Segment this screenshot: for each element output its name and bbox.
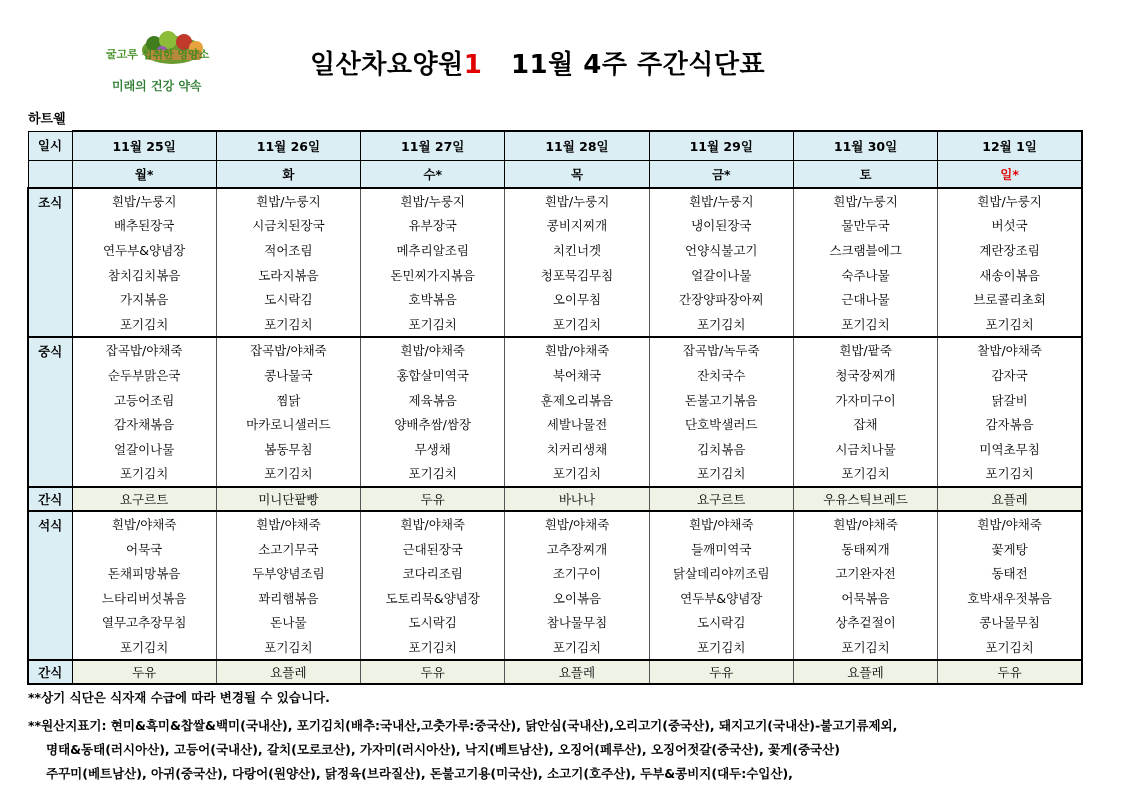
meal-row xyxy=(28,238,1082,263)
menu-item: 포기김치 xyxy=(793,311,937,337)
menu-item: 흰밥/야채죽 xyxy=(938,511,1082,537)
meal-row xyxy=(28,635,1082,661)
date-cell: 12월 1일 xyxy=(938,131,1082,160)
menu-item: 호박볶음 xyxy=(361,287,505,312)
snack-item: 미니단팥빵 xyxy=(216,487,360,511)
menu-item: 포기김치 xyxy=(938,461,1082,487)
menu-item: 흰밥/야채죽 xyxy=(505,511,649,537)
logo-text-2: 미래의 건강 약속 xyxy=(112,79,202,93)
snack-item: 두유 xyxy=(361,487,505,511)
menu-item: 흰밥/야채죽 xyxy=(649,511,793,537)
origin-line-3: 주꾸미(베트남산), 아귀(중국산), 다랑어(원양산), 닭정육(브라질산), 돈불고기용(미국산), 소고기(호주산), 두부&콩비지(대두:수입산), xyxy=(46,766,793,781)
menu-item: 어묵볶음 xyxy=(793,585,937,610)
menu-item: 돈불고기볶음 xyxy=(649,387,793,412)
menu-item: 코다리조림 xyxy=(361,561,505,586)
title-rest: 11월 4주 주간식단표 xyxy=(510,50,766,80)
menu-item: 새송이볶음 xyxy=(938,262,1082,287)
menu-item: 브로콜리초회 xyxy=(938,287,1082,312)
menu-item: 감자채볶음 xyxy=(72,412,216,437)
menu-item: 잡채 xyxy=(793,412,937,437)
menu-item: 흰밥/누룽지 xyxy=(793,188,937,214)
snack-item: 요플레 xyxy=(938,487,1082,511)
snack-item: 바나나 xyxy=(505,487,649,511)
menu-item: 무생채 xyxy=(361,436,505,461)
date-header-row xyxy=(28,131,1082,160)
weekday-cell: 화 xyxy=(216,160,360,188)
menu-item: 포기김치 xyxy=(938,311,1082,337)
meal-row xyxy=(28,188,1082,214)
menu-item: 두부양념조림 xyxy=(216,561,360,586)
menu-item: 흰밥/야채죽 xyxy=(505,337,649,363)
menu-item: 마카로니샐러드 xyxy=(216,412,360,437)
menu-item: 포기김치 xyxy=(216,635,360,661)
menu-item: 미역초무침 xyxy=(938,436,1082,461)
menu-item: 흰밥/누룽지 xyxy=(938,188,1082,214)
menu-item: 닭갈비 xyxy=(938,387,1082,412)
snack-row xyxy=(28,660,1082,684)
snack-item: 두유 xyxy=(72,660,216,684)
meal-row xyxy=(28,311,1082,337)
menu-item: 호박새우젓볶음 xyxy=(938,585,1082,610)
snack-item: 우유스틱브레드 xyxy=(793,487,937,511)
meal-label: 석식 xyxy=(28,511,72,661)
menu-item: 포기김치 xyxy=(361,311,505,337)
menu-item: 얼갈이나물 xyxy=(649,262,793,287)
menu-item: 냉이된장국 xyxy=(649,213,793,238)
menu-item: 동태전 xyxy=(938,561,1082,586)
menu-item: 근대나물 xyxy=(793,287,937,312)
menu-item: 연두부&양념장 xyxy=(649,585,793,610)
header-label: 일시 xyxy=(28,131,72,160)
menu-item: 가지볶음 xyxy=(72,287,216,312)
weekday-label-blank xyxy=(28,160,72,188)
menu-item: 오이볶음 xyxy=(505,585,649,610)
meal-row xyxy=(28,213,1082,238)
menu-item: 세발나물전 xyxy=(505,412,649,437)
menu-item: 포기김치 xyxy=(649,635,793,661)
meal-row xyxy=(28,363,1082,388)
meal-row xyxy=(28,561,1082,586)
menu-item: 제육볶음 xyxy=(361,387,505,412)
menu-item: 열무고추장무침 xyxy=(72,610,216,635)
menu-item: 치커리생채 xyxy=(505,436,649,461)
title-prefix: 일산차요양원 xyxy=(310,50,464,80)
meal-row xyxy=(28,536,1082,561)
menu-item: 포기김치 xyxy=(216,311,360,337)
menu-item: 치킨너겟 xyxy=(505,238,649,263)
snack-item: 두유 xyxy=(649,660,793,684)
menu-item: 흰밥/누룽지 xyxy=(505,188,649,214)
menu-item: 돈채피망볶음 xyxy=(72,561,216,586)
menu-item: 포기김치 xyxy=(649,461,793,487)
menu-item: 유부장국 xyxy=(361,213,505,238)
menu-item: 흰밥/누룽지 xyxy=(216,188,360,214)
menu-item: 포기김치 xyxy=(72,461,216,487)
date-cell: 11월 27일 xyxy=(361,131,505,160)
menu-item: 꽈리햄볶음 xyxy=(216,585,360,610)
menu-item: 도시락김 xyxy=(216,287,360,312)
origin-line-1: **원산지표기: 현미&흑미&찹쌀&백미(국내산), 포기김치(배추:국내산,고춧가루:중국산), 닭안심(국내산),오리고기(중국산), 돼지고기(국내산)-불고기류제외, xyxy=(28,718,898,733)
menu-item: 스크램블에그 xyxy=(793,238,937,263)
menu-item: 잡곡밥/녹두죽 xyxy=(649,337,793,363)
menu-item: 순두부맑은국 xyxy=(72,363,216,388)
menu-item: 오이무침 xyxy=(505,287,649,312)
menu-item: 언양식불고기 xyxy=(649,238,793,263)
meal-row xyxy=(28,585,1082,610)
menu-item: 고추장찌개 xyxy=(505,536,649,561)
title-number: 1 xyxy=(463,50,483,80)
meal-row xyxy=(28,412,1082,437)
meal-row xyxy=(28,287,1082,312)
menu-item: 배추된장국 xyxy=(72,213,216,238)
menu-item: 간장양파장아찌 xyxy=(649,287,793,312)
menu-item: 소고기무국 xyxy=(216,536,360,561)
meal-row xyxy=(28,610,1082,635)
menu-item: 포기김치 xyxy=(361,635,505,661)
date-cell: 11월 28일 xyxy=(505,131,649,160)
weekday-header-row xyxy=(28,160,1082,188)
menu-item: 닭살데리야끼조림 xyxy=(649,561,793,586)
menu-item: 콩나물국 xyxy=(216,363,360,388)
snack-item: 요플레 xyxy=(505,660,649,684)
menu-item: 흰밥/야채죽 xyxy=(361,511,505,537)
menu-item: 조기구이 xyxy=(505,561,649,586)
menu-item: 버섯국 xyxy=(938,213,1082,238)
snack-item: 요구르트 xyxy=(72,487,216,511)
menu-item: 흰밥/팥죽 xyxy=(793,337,937,363)
date-cell: 11월 30일 xyxy=(793,131,937,160)
menu-item: 흰밥/누룽지 xyxy=(649,188,793,214)
menu-item: 도시락김 xyxy=(649,610,793,635)
menu-item: 흰밥/야채죽 xyxy=(793,511,937,537)
menu-item: 포기김치 xyxy=(793,635,937,661)
menu-item: 계란장조림 xyxy=(938,238,1082,263)
menu-item: 도라지볶음 xyxy=(216,262,360,287)
menu-item: 메추리알조림 xyxy=(361,238,505,263)
menu-item: 돈나물 xyxy=(216,610,360,635)
menu-item: 포기김치 xyxy=(505,635,649,661)
menu-item: 적어조림 xyxy=(216,238,360,263)
menu-item: 찜닭 xyxy=(216,387,360,412)
menu-item: 상추겉절이 xyxy=(793,610,937,635)
facility-name: 하트웰 xyxy=(28,112,66,127)
menu-item: 고기완자전 xyxy=(793,561,937,586)
snack-item: 요플레 xyxy=(793,660,937,684)
menu-item: 흰밥/야채죽 xyxy=(72,511,216,537)
meal-row xyxy=(28,461,1082,487)
menu-item: 들깨미역국 xyxy=(649,536,793,561)
meal-row xyxy=(28,511,1082,537)
menu-item: 찰밥/야채죽 xyxy=(938,337,1082,363)
menu-item: 잡곡밥/야채죽 xyxy=(216,337,360,363)
menu-item: 참나물무침 xyxy=(505,610,649,635)
menu-item: 흰밥/누룽지 xyxy=(72,188,216,214)
menu-item: 포기김치 xyxy=(505,461,649,487)
menu-item: 근대된장국 xyxy=(361,536,505,561)
menu-item: 콩비지찌개 xyxy=(505,213,649,238)
menu-item: 양배추쌈/쌈장 xyxy=(361,412,505,437)
snack-item: 요플레 xyxy=(216,660,360,684)
snack-label: 간식 xyxy=(28,487,72,511)
weekday-cell: 금* xyxy=(649,160,793,188)
menu-item: 고등어조림 xyxy=(72,387,216,412)
menu-item: 연두부&양념장 xyxy=(72,238,216,263)
menu-item: 시금치된장국 xyxy=(216,213,360,238)
menu-item: 돈민찌가지볶음 xyxy=(361,262,505,287)
weekly-menu-table xyxy=(27,130,1083,685)
date-cell: 11월 25일 xyxy=(72,131,216,160)
snack-item: 두유 xyxy=(938,660,1082,684)
menu-item: 동태찌개 xyxy=(793,536,937,561)
origin-line-2: 명태&동태(러시아산), 고등어(국내산), 갈치(모로코산), 가자미(러시아산), 낙지(베트남산), 오징어(페루산), 오징어젓갈(중국산), 꽃게(중국산) xyxy=(46,742,840,757)
snack-label: 간식 xyxy=(28,660,72,684)
meal-row xyxy=(28,387,1082,412)
meal-row xyxy=(28,337,1082,363)
menu-item: 단호박샐러드 xyxy=(649,412,793,437)
menu-item: 포기김치 xyxy=(72,635,216,661)
menu-item: 참치김치볶음 xyxy=(72,262,216,287)
menu-item: 북어채국 xyxy=(505,363,649,388)
menu-item: 포기김치 xyxy=(793,461,937,487)
menu-item: 감자국 xyxy=(938,363,1082,388)
menu-item: 느타리버섯볶음 xyxy=(72,585,216,610)
menu-item: 흰밥/야채죽 xyxy=(216,511,360,537)
meal-row xyxy=(28,436,1082,461)
menu-item: 포기김치 xyxy=(72,311,216,337)
menu-item: 청국장찌개 xyxy=(793,363,937,388)
menu-item: 감자볶음 xyxy=(938,412,1082,437)
menu-item: 흰밥/누룽지 xyxy=(361,188,505,214)
menu-item: 잡곡밥/야채죽 xyxy=(72,337,216,363)
change-notice: **상기 식단은 식자재 수급에 따라 변경될 수 있습니다. xyxy=(28,690,330,705)
menu-item: 포기김치 xyxy=(216,461,360,487)
menu-item: 도토리묵&양념장 xyxy=(361,585,505,610)
menu-item: 도시락김 xyxy=(361,610,505,635)
logo xyxy=(104,20,244,96)
logo-text-1: 굴고루 섭취한 영양소 xyxy=(106,48,210,61)
menu-item: 시금치나물 xyxy=(793,436,937,461)
weekday-cell: 월* xyxy=(72,160,216,188)
weekday-cell: 수* xyxy=(361,160,505,188)
menu-item: 포기김치 xyxy=(649,311,793,337)
menu-item: 포기김치 xyxy=(938,635,1082,661)
snack-row xyxy=(28,487,1082,511)
menu-item: 가자미구이 xyxy=(793,387,937,412)
menu-item: 봄동무침 xyxy=(216,436,360,461)
weekday-cell: 목 xyxy=(505,160,649,188)
date-cell: 11월 29일 xyxy=(649,131,793,160)
menu-item: 흰밥/야채죽 xyxy=(361,337,505,363)
date-cell: 11월 26일 xyxy=(216,131,360,160)
menu-item: 포기김치 xyxy=(361,461,505,487)
weekday-cell: 일* xyxy=(938,160,1082,188)
menu-item: 콩나물무침 xyxy=(938,610,1082,635)
menu-item: 김치볶음 xyxy=(649,436,793,461)
meal-label: 조식 xyxy=(28,188,72,338)
menu-item: 어묵국 xyxy=(72,536,216,561)
origin-notice xyxy=(28,714,1108,786)
menu-item: 잔치국수 xyxy=(649,363,793,388)
menu-item: 물만두국 xyxy=(793,213,937,238)
menu-item: 청포묵김무침 xyxy=(505,262,649,287)
page-title xyxy=(310,44,765,81)
menu-item: 꽃게탕 xyxy=(938,536,1082,561)
meal-row xyxy=(28,262,1082,287)
menu-item: 포기김치 xyxy=(505,311,649,337)
weekday-cell: 토 xyxy=(793,160,937,188)
menu-item: 얼갈이나물 xyxy=(72,436,216,461)
meal-label: 중식 xyxy=(28,337,72,487)
menu-item: 숙주나물 xyxy=(793,262,937,287)
menu-item: 훈제오리볶음 xyxy=(505,387,649,412)
snack-item: 요구르트 xyxy=(649,487,793,511)
snack-item: 두유 xyxy=(361,660,505,684)
menu-item: 홍합살미역국 xyxy=(361,363,505,388)
